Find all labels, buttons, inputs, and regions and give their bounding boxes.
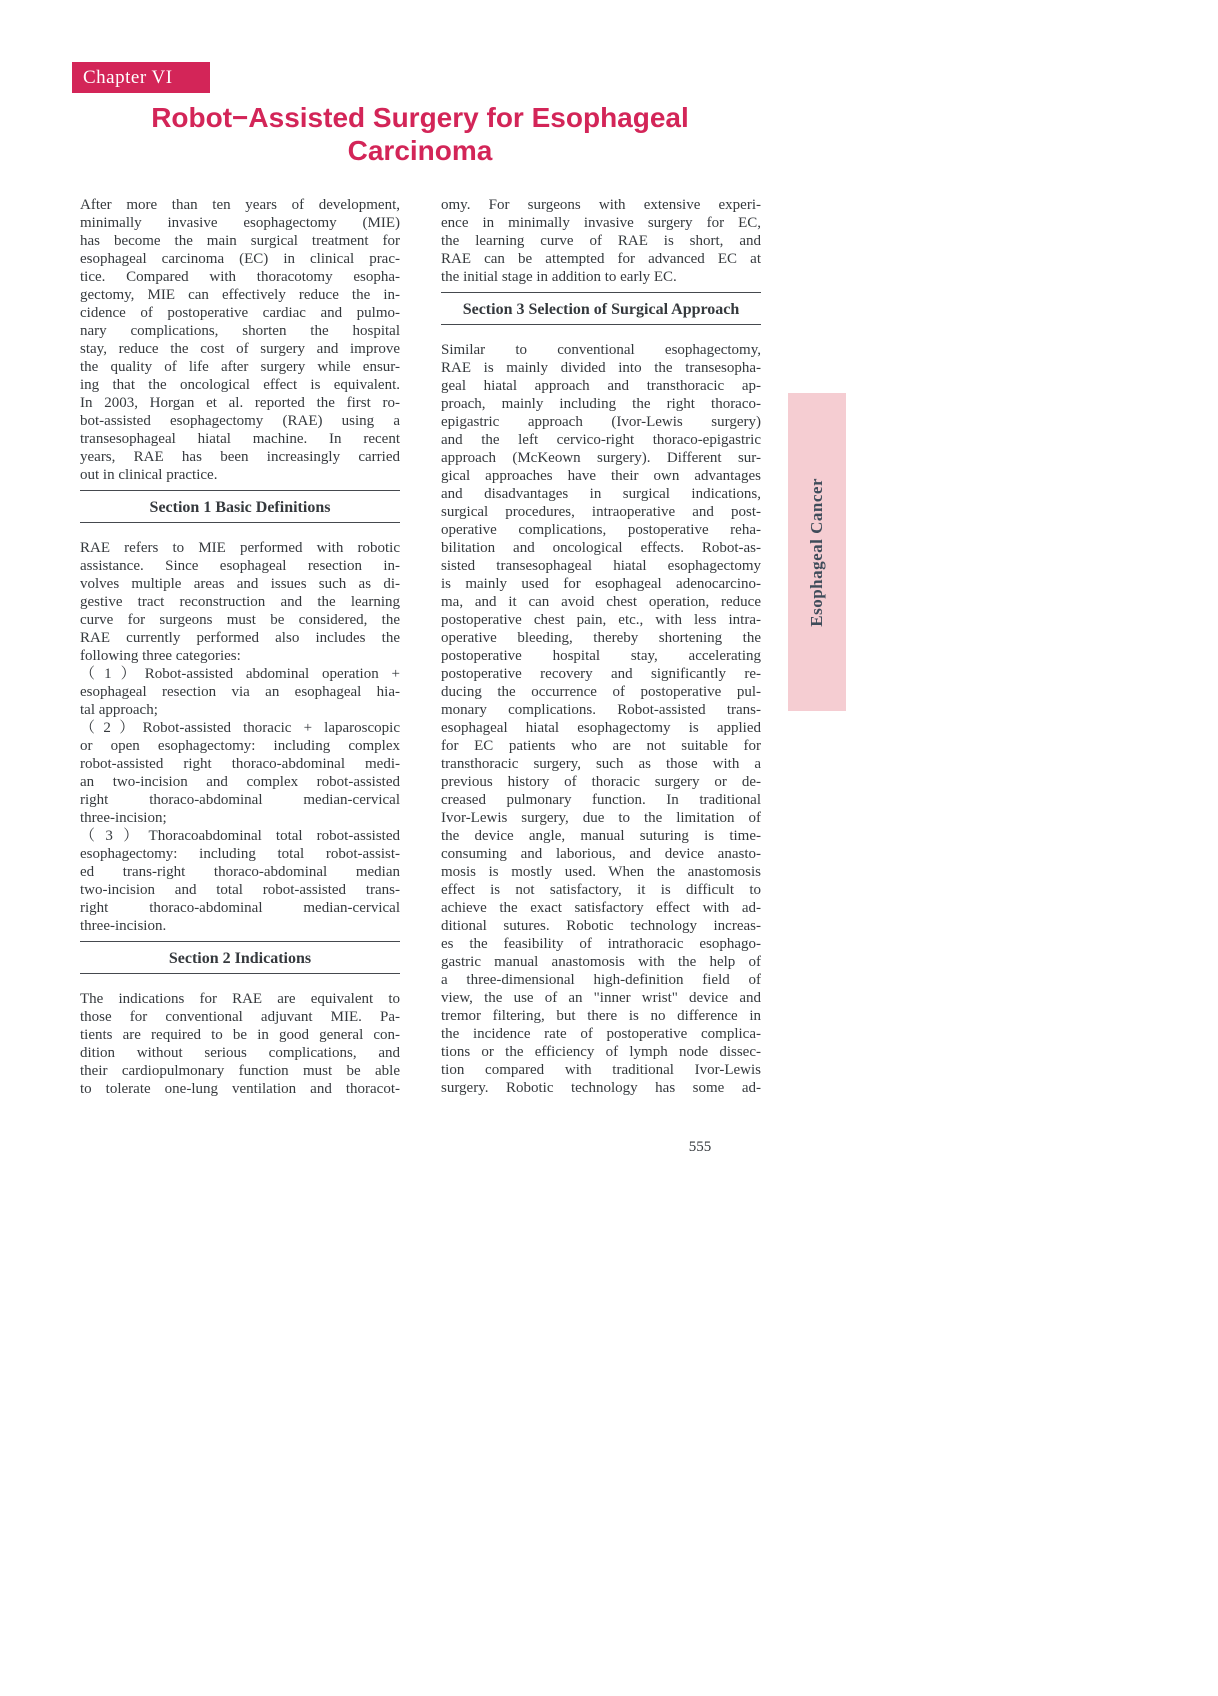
paragraph [80,665,400,719]
text-line: achieve the exact satisfactory effect with ad- [441,900,761,916]
side-tab-esophageal-cancer [788,393,846,711]
text-line: ditional sutures. Robotic technology increas- [441,918,761,934]
text-line: ducing the occurrence of postoperative pul- [441,684,761,700]
text-line: volves multiple areas and issues such as di- [80,576,400,592]
text-line: （1）Robot-assisted abdominal operation + [80,666,400,682]
text-line: the quality of life after surgery while ensur- [80,359,400,375]
text-line: stay, reduce the cost of surgery and improve [80,341,400,357]
text-line: dition without serious complications, and [80,1045,400,1061]
right-text-column [441,196,761,1097]
text-line: the incidence rate of postoperative complica- [441,1026,761,1042]
text-line: （3）Thoracoabdominal total robot-assisted [80,828,400,844]
text-line: two-incision and total robot-assisted trans- [80,882,400,898]
text-line: omy. For surgeons with extensive experi- [441,197,761,213]
text-line: geal hiatal approach and transthoracic ap- [441,378,761,394]
text-line: In 2003, Horgan et al. reported the first ro- [80,395,400,411]
text-line: The indications for RAE are equivalent to [80,991,400,1007]
text-line: sisted transesophageal hiatal esophagectomy [441,558,761,574]
text-line: years, RAE has been increasingly carried [80,449,400,465]
text-line: ing that the oncological effect is equivalent. [80,377,400,393]
text-line: tremor filtering, but there is no difference in [441,1008,761,1024]
text-line: the device angle, manual suturing is time- [441,828,761,844]
text-line: approach (McKeown surgery). Different sur- [441,450,761,466]
text-line: transthoracic surgery, such as those with a [441,756,761,772]
text-line: minimally invasive esophagectomy (MIE) [80,215,400,231]
text-line: cidence of postoperative cardiac and pulmo- [80,305,400,321]
side-tab-label: Esophageal Cancer [807,477,826,627]
text-line: bot-assisted esophagectomy (RAE) using a [80,413,400,429]
text-line: monary complications. Robot-assisted trans- [441,702,761,718]
text-line: RAE can be attempted for advanced EC at [441,251,761,267]
text-line: esophagectomy: including total robot-assist- [80,846,400,862]
text-line: right thoraco-abdominal median-cervical [80,792,400,808]
paragraph [80,196,400,484]
text-line: tice. Compared with thoracotomy esopha- [80,269,400,285]
text-line: ed trans-right thoraco-abdominal median [80,864,400,880]
page-title [80,101,760,167]
section-heading: Section 1 Basic Definitions [80,490,400,523]
text-line: es the feasibility of intrathoracic esophago- [441,936,761,952]
text-line: Similar to conventional esophagectomy, [441,342,761,358]
text-line: RAE is mainly divided into the transesopha- [441,360,761,376]
text-line: surgical procedures, intraoperative and post- [441,504,761,520]
text-line: ence in minimally invasive surgery for EC, [441,215,761,231]
paragraph [441,196,761,286]
text-line: curve for surgeons must be considered, the [80,612,400,628]
text-line: mosis is mostly used. When the anastomosis [441,864,761,880]
page-title-line-2: Carcinoma [347,135,493,166]
text-line: surgery. Robotic technology has some ad- [441,1080,761,1096]
text-line: operative complications, postoperative reha- [441,522,761,538]
text-line: nary complications, shorten the hospital [80,323,400,339]
text-line: esophageal resection via an esophageal hia- [80,684,400,700]
text-line: or open esophagectomy: including complex [80,738,400,754]
text-line: esophageal hiatal esophagectomy is applied [441,720,761,736]
paragraph [441,341,761,1097]
text-line: three-incision; [80,810,167,826]
text-line: to tolerate one-lung ventilation and thoracot- [80,1081,400,1097]
text-line: robot-assisted right thoraco-abdominal medi- [80,756,400,772]
text-line: RAE refers to MIE performed with robotic [80,540,400,556]
text-line: （2）Robot-assisted thoracic + laparoscopic [80,720,400,736]
text-line: proach, mainly including the right thoraco- [441,396,761,412]
left-text-column [80,196,400,1098]
text-line: view, the use of an "inner wrist" device and [441,990,761,1006]
text-line: epigastric approach (Ivor-Lewis surgery) [441,414,761,430]
text-line: RAE currently performed also includes the [80,630,400,646]
text-line: After more than ten years of development, [80,197,400,213]
text-line: following three categories: [80,648,241,664]
text-line: gestive tract reconstruction and the learning [80,594,400,610]
page-number: 555 [688,1139,712,1155]
text-line: tal approach; [80,702,158,718]
text-line: a three-dimensional high-definition field of [441,972,761,988]
text-line: postoperative recovery and significantly re- [441,666,761,682]
text-line: esophageal carcinoma (EC) in clinical prac- [80,251,400,267]
text-line: and disadvantages in surgical indications, [441,486,761,502]
text-line: for EC patients who are not suitable for [441,738,761,754]
text-line: gastric manual anastomosis with the help of [441,954,761,970]
text-line: consuming and laborious, and device anasto- [441,846,761,862]
text-line: postoperative hospital stay, accelerating [441,648,761,664]
paragraph [80,539,400,665]
text-line: the learning curve of RAE is short, and [441,233,761,249]
text-line: previous history of thoracic surgery or de- [441,774,761,790]
text-line: those for conventional adjuvant MIE. Pa- [80,1009,400,1025]
chapter-badge: Chapter VI [72,62,210,93]
text-line: tients are required to be in good general con- [80,1027,400,1043]
paragraph [80,827,400,935]
text-line: assistance. Since esophageal resection in- [80,558,400,574]
text-line: three-incision. [80,918,167,934]
text-line: tions or the efficiency of lymph node dissec- [441,1044,761,1060]
text-line: creased pulmonary function. In traditional [441,792,761,808]
text-line: the initial stage in addition to early EC. [441,269,677,285]
text-line: out in clinical practice. [80,467,218,483]
paragraph [80,719,400,827]
paragraph [80,990,400,1098]
text-line: right thoraco-abdominal median-cervical [80,900,400,916]
section-heading: Section 3 Selection of Surgical Approach [441,292,761,325]
text-line: an two-incision and complex robot-assisted [80,774,400,790]
text-line: gical approaches have their own advantages [441,468,761,484]
text-line: and the left cervico-right thoraco-epigastric [441,432,761,448]
text-line: is mainly used for esophageal adenocarcino- [441,576,761,592]
text-line: transesophageal hiatal machine. In recent [80,431,400,447]
text-line: gectomy, MIE can effectively reduce the in- [80,287,400,303]
text-line: Ivor-Lewis surgery, due to the limitation of [441,810,761,826]
text-line: tion compared with traditional Ivor-Lewis [441,1062,761,1078]
text-line: has become the main surgical treatment for [80,233,400,249]
section-heading: Section 2 Indications [80,941,400,974]
text-line: their cardiopulmonary function must be able [80,1063,400,1079]
text-line: postoperative chest pain, etc., with less intra- [441,612,761,628]
text-line: bilitation and oncological effects. Robot-as- [441,540,761,556]
page-title-line-1: Robot−Assisted Surgery for Esophageal [151,102,689,133]
text-line: ma, and it can avoid chest operation, reduce [441,594,761,610]
text-line: operative bleeding, thereby shortening the [441,630,761,646]
text-line: effect is not satisfactory, it is difficult to [441,882,761,898]
